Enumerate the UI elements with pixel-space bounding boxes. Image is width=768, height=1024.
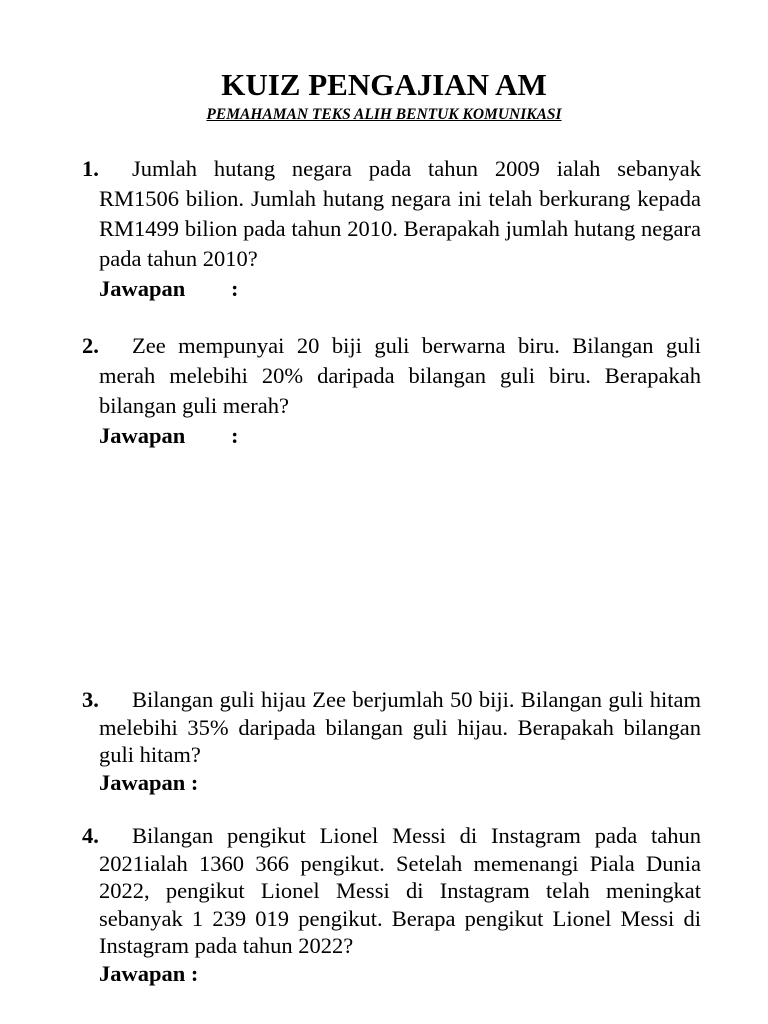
question-3-text-block bbox=[82, 686, 701, 769]
question-2-text: Zee mempunyai 20 biji guli berwarna biru. Bilangan guli merah melebihi 20% daripada bilangan guli biru. Berapakah bilangan guli merah? bbox=[99, 333, 701, 418]
question-2-answer bbox=[82, 421, 701, 451]
question-1 bbox=[82, 154, 701, 304]
question-1-text: Jumlah hutang negara pada tahun 2009 ialah sebanyak RM1506 bilion. Jumlah hutang negara ini telah berkurang kepada RM1499 bilion pada tahun 2010. Berapakah jumlah hutang negara pada tahun 2010? bbox=[99, 156, 701, 271]
question-4-answer-label: Jawapan : bbox=[99, 960, 199, 986]
question-3-number: 3. bbox=[82, 687, 99, 712]
question-4 bbox=[82, 822, 701, 987]
question-2 bbox=[82, 331, 701, 451]
question-4-answer bbox=[82, 960, 701, 988]
question-2-text-block bbox=[82, 331, 701, 421]
question-3-text: Bilangan guli hijau Zee berjumlah 50 biji. Bilangan guli hitam melebihi 35% daripada bilangan guli hijau. Berapakah bilangan guli hitam? bbox=[99, 687, 701, 767]
question-4-number: 4. bbox=[82, 823, 99, 848]
question-2-answer-label: Jawapan bbox=[99, 423, 186, 448]
question-1-number: 1. bbox=[82, 156, 99, 181]
question-1-text-block bbox=[82, 154, 701, 274]
question-3 bbox=[82, 686, 701, 796]
page-subtitle: PEMAHAMAN TEKS ALIH BENTUK KOMUNIKASI bbox=[206, 106, 562, 123]
question-1-answer bbox=[82, 274, 701, 304]
question-2-answer-colon: : bbox=[231, 423, 239, 448]
question-1-answer-colon: : bbox=[231, 276, 239, 301]
question-1-answer-label: Jawapan bbox=[99, 276, 186, 301]
question-4-text-block bbox=[82, 822, 701, 960]
question-3-answer-label: Jawapan : bbox=[99, 769, 199, 795]
question-3-answer bbox=[82, 769, 701, 797]
question-2-number: 2. bbox=[82, 333, 99, 358]
question-4-text: Bilangan pengikut Lionel Messi di Instagram pada tahun 2021ialah 1360 366 pengikut. Setelah memenangi Piala Dunia 2022, pengikut Lionel Messi di Instagram telah meningkat sebanyak 1 239 019 pengikut. Berapa pengikut Lionel Messi di Instagram pada tahun 2022? bbox=[99, 823, 701, 958]
page-title: KUIZ PENGAJIAN AM bbox=[221, 67, 547, 102]
